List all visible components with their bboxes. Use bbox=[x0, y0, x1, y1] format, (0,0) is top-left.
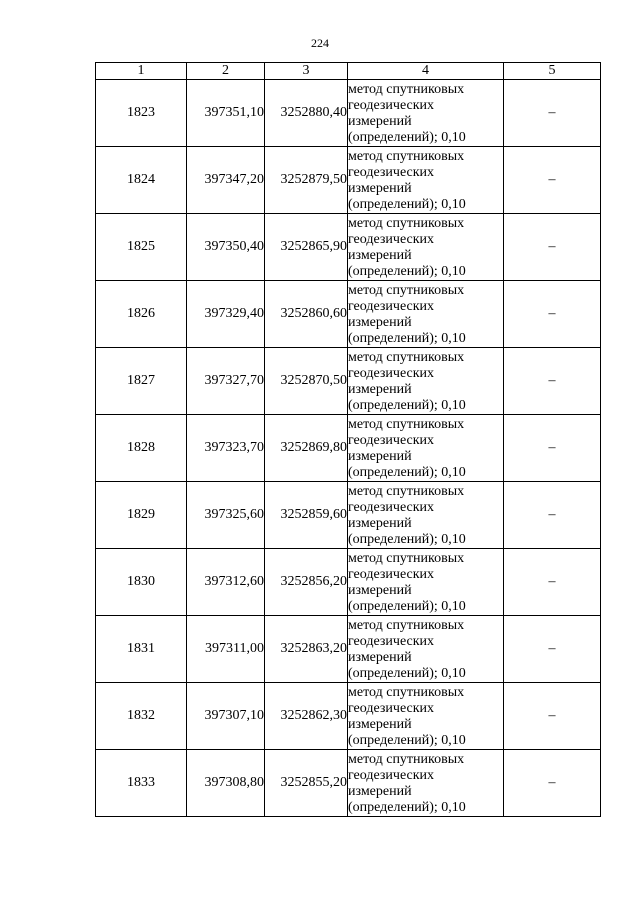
method-line: измерений bbox=[348, 247, 412, 263]
method-line: метод спутниковых bbox=[348, 416, 465, 432]
note-cell: – bbox=[504, 616, 601, 683]
point-number-cell: 1824 bbox=[96, 147, 187, 214]
table-row bbox=[96, 482, 601, 549]
header-cell-1: 1 bbox=[96, 63, 187, 80]
method-line: измерений bbox=[348, 448, 412, 464]
note-cell: – bbox=[504, 750, 601, 817]
method-line: метод спутниковых bbox=[348, 81, 465, 97]
method-text bbox=[348, 751, 503, 816]
x-coordinate-cell: 397307,10 bbox=[187, 683, 265, 750]
method-line: (определений); 0,10 bbox=[348, 531, 466, 547]
method-text bbox=[348, 483, 503, 548]
method-text bbox=[348, 148, 503, 213]
method-line: измерений bbox=[348, 113, 412, 129]
method-line: метод спутниковых bbox=[348, 617, 465, 633]
method-line: метод спутниковых bbox=[348, 684, 465, 700]
y-coordinate-cell: 3252863,20 bbox=[265, 616, 348, 683]
method-text bbox=[348, 684, 503, 749]
header-cell-4: 4 bbox=[348, 63, 504, 80]
method-text bbox=[348, 416, 503, 481]
header-cell-2: 2 bbox=[187, 63, 265, 80]
table-row bbox=[96, 281, 601, 348]
table-row bbox=[96, 415, 601, 482]
note-cell: – bbox=[504, 80, 601, 147]
method-text bbox=[348, 81, 503, 146]
y-coordinate-cell: 3252855,20 bbox=[265, 750, 348, 817]
y-coordinate-cell: 3252880,40 bbox=[265, 80, 348, 147]
note-cell: – bbox=[504, 214, 601, 281]
method-line: метод спутниковых bbox=[348, 282, 465, 298]
table-header-row bbox=[96, 63, 601, 80]
y-coordinate-cell: 3252870,50 bbox=[265, 348, 348, 415]
table-row bbox=[96, 214, 601, 281]
y-coordinate-cell: 3252862,30 bbox=[265, 683, 348, 750]
method-text bbox=[348, 349, 503, 414]
method-line: метод спутниковых bbox=[348, 215, 465, 231]
note-cell: – bbox=[504, 549, 601, 616]
table-row bbox=[96, 549, 601, 616]
note-cell: – bbox=[504, 482, 601, 549]
table-row bbox=[96, 348, 601, 415]
method-cell bbox=[348, 616, 504, 683]
method-line: геодезических bbox=[348, 700, 435, 716]
table-row bbox=[96, 147, 601, 214]
point-number-cell: 1829 bbox=[96, 482, 187, 549]
method-line: измерений bbox=[348, 381, 412, 397]
point-number-cell: 1833 bbox=[96, 750, 187, 817]
method-cell bbox=[348, 348, 504, 415]
x-coordinate-cell: 397350,40 bbox=[187, 214, 265, 281]
y-coordinate-cell: 3252859,60 bbox=[265, 482, 348, 549]
method-line: геодезических bbox=[348, 432, 435, 448]
method-line: (определений); 0,10 bbox=[348, 665, 466, 681]
method-line: геодезических bbox=[348, 499, 435, 515]
method-line: метод спутниковых bbox=[348, 148, 465, 164]
method-line: геодезических bbox=[348, 633, 435, 649]
method-line: (определений); 0,10 bbox=[348, 598, 466, 614]
method-cell bbox=[348, 482, 504, 549]
method-line: измерений bbox=[348, 582, 412, 598]
method-line: (определений); 0,10 bbox=[348, 263, 466, 279]
point-number-cell: 1825 bbox=[96, 214, 187, 281]
method-cell bbox=[348, 147, 504, 214]
method-line: измерений bbox=[348, 783, 412, 799]
method-cell bbox=[348, 683, 504, 750]
y-coordinate-cell: 3252860,60 bbox=[265, 281, 348, 348]
table-row bbox=[96, 683, 601, 750]
x-coordinate-cell: 397327,70 bbox=[187, 348, 265, 415]
x-coordinate-cell: 397351,10 bbox=[187, 80, 265, 147]
method-cell bbox=[348, 415, 504, 482]
x-coordinate-cell: 397347,20 bbox=[187, 147, 265, 214]
method-line: (определений); 0,10 bbox=[348, 799, 466, 815]
x-coordinate-cell: 397308,80 bbox=[187, 750, 265, 817]
point-number-cell: 1823 bbox=[96, 80, 187, 147]
y-coordinate-cell: 3252856,20 bbox=[265, 549, 348, 616]
method-cell bbox=[348, 750, 504, 817]
note-cell: – bbox=[504, 348, 601, 415]
method-line: измерений bbox=[348, 716, 412, 732]
y-coordinate-cell: 3252869,80 bbox=[265, 415, 348, 482]
point-number-cell: 1832 bbox=[96, 683, 187, 750]
method-cell bbox=[348, 281, 504, 348]
x-coordinate-cell: 397329,40 bbox=[187, 281, 265, 348]
header-cell-3: 3 bbox=[265, 63, 348, 80]
table-row bbox=[96, 750, 601, 817]
table-row bbox=[96, 80, 601, 147]
x-coordinate-cell: 397323,70 bbox=[187, 415, 265, 482]
method-line: метод спутниковых bbox=[348, 751, 465, 767]
point-number-cell: 1827 bbox=[96, 348, 187, 415]
method-line: измерений bbox=[348, 180, 412, 196]
x-coordinate-cell: 397311,00 bbox=[187, 616, 265, 683]
note-cell: – bbox=[504, 281, 601, 348]
note-cell: – bbox=[504, 683, 601, 750]
method-line: (определений); 0,10 bbox=[348, 196, 466, 212]
method-line: (определений); 0,10 bbox=[348, 732, 466, 748]
method-line: метод спутниковых bbox=[348, 483, 465, 499]
method-line: геодезических bbox=[348, 97, 435, 113]
y-coordinate-cell: 3252865,90 bbox=[265, 214, 348, 281]
point-number-cell: 1831 bbox=[96, 616, 187, 683]
table-row bbox=[96, 616, 601, 683]
y-coordinate-cell: 3252879,50 bbox=[265, 147, 348, 214]
method-line: геодезических bbox=[348, 767, 435, 783]
method-line: (определений); 0,10 bbox=[348, 330, 466, 346]
point-number-cell: 1830 bbox=[96, 549, 187, 616]
method-line: (определений); 0,10 bbox=[348, 397, 466, 413]
point-number-cell: 1826 bbox=[96, 281, 187, 348]
method-line: геодезических bbox=[348, 298, 435, 314]
method-line: (определений); 0,10 bbox=[348, 129, 466, 145]
method-line: геодезических bbox=[348, 365, 435, 381]
method-text bbox=[348, 617, 503, 682]
method-line: метод спутниковых bbox=[348, 349, 465, 365]
method-line: (определений); 0,10 bbox=[348, 464, 466, 480]
method-text bbox=[348, 215, 503, 280]
method-cell bbox=[348, 214, 504, 281]
coordinates-table bbox=[95, 62, 601, 817]
point-number-cell: 1828 bbox=[96, 415, 187, 482]
method-text bbox=[348, 282, 503, 347]
page-number: 224 bbox=[311, 36, 329, 50]
header-cell-5: 5 bbox=[504, 63, 601, 80]
method-text bbox=[348, 550, 503, 615]
method-cell bbox=[348, 549, 504, 616]
method-line: метод спутниковых bbox=[348, 550, 465, 566]
note-cell: – bbox=[504, 147, 601, 214]
x-coordinate-cell: 397312,60 bbox=[187, 549, 265, 616]
method-cell bbox=[348, 80, 504, 147]
method-line: геодезических bbox=[348, 231, 435, 247]
table-body bbox=[96, 63, 601, 817]
method-line: измерений bbox=[348, 314, 412, 330]
x-coordinate-cell: 397325,60 bbox=[187, 482, 265, 549]
method-line: геодезических bbox=[348, 164, 435, 180]
method-line: измерений bbox=[348, 649, 412, 665]
method-line: геодезических bbox=[348, 566, 435, 582]
note-cell: – bbox=[504, 415, 601, 482]
method-line: измерений bbox=[348, 515, 412, 531]
